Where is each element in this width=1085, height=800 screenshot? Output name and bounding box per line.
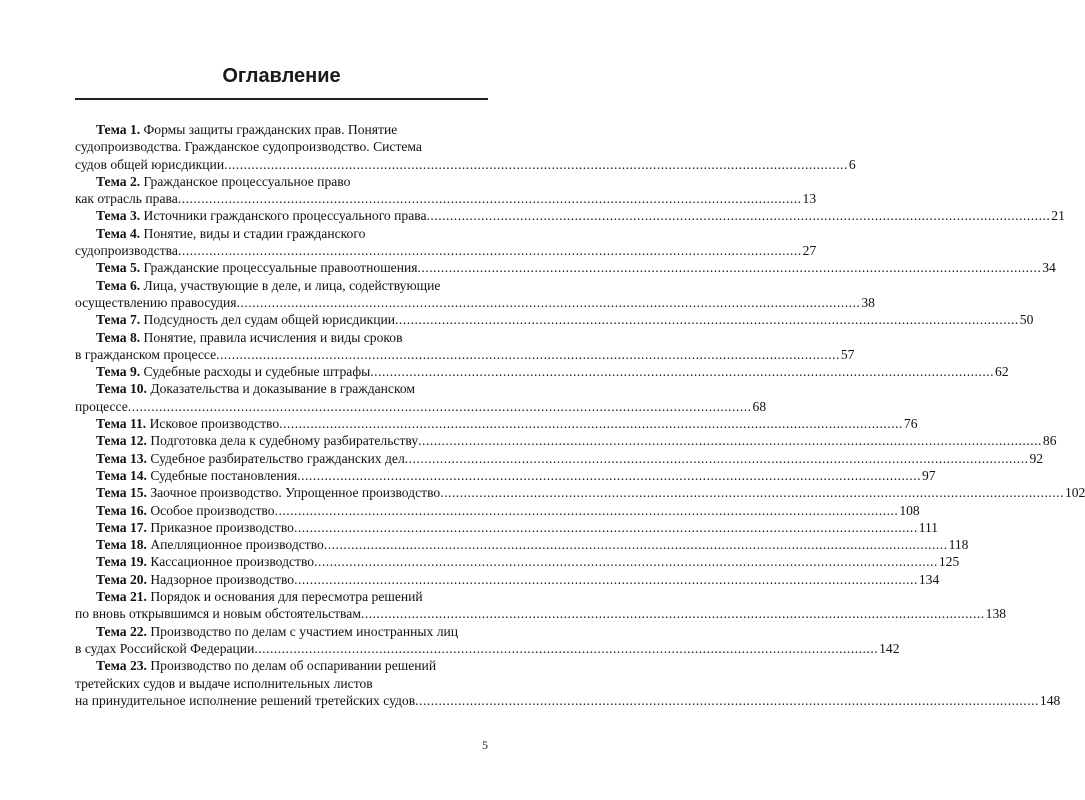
page-ref: 38 [861, 294, 875, 310]
dot-leader: ................................................................................................................................................................ [360, 606, 985, 622]
topic-title-line [96, 484, 440, 501]
toc-entry[interactable] [75, 277, 875, 312]
topic-title-line [96, 415, 279, 432]
topic-title-line: Лица, участвующие в деле, и лица, содействующие [143, 277, 441, 293]
topic-title-line [75, 692, 415, 709]
topic-number: Тема 7. [96, 312, 141, 328]
topic-title-text: Заочное производство. Упрощенное производство [150, 485, 441, 501]
topic-title-text: в судах Российской Федерации [75, 640, 255, 656]
page-ref: 97 [921, 467, 936, 483]
toc-entry[interactable] [75, 571, 940, 588]
toc-entry[interactable] [75, 536, 969, 553]
topic-number: Тема 1. [96, 122, 141, 137]
toc-entry[interactable] [75, 311, 1034, 328]
toc-entry[interactable] [75, 502, 920, 519]
topic-title-line [75, 605, 361, 622]
topic-number: Тема 5. [96, 260, 141, 276]
toc-entry[interactable] [75, 173, 817, 208]
topic-title-line: Порядок и основания для пересмотра решений [150, 589, 423, 605]
page-ref: 134 [918, 571, 940, 587]
page-ref: 50 [1019, 312, 1034, 328]
dot-leader: ................................................................................................................................................................ [224, 156, 848, 172]
page-number: 5 [482, 738, 488, 752]
topic-number: Тема 19. [96, 554, 147, 570]
topic-title-line [75, 640, 254, 657]
topic-number: Тема 9. [96, 364, 141, 380]
page-ref: 68 [752, 398, 767, 414]
page-ref: 86 [1042, 433, 1057, 449]
toc-entry[interactable] [75, 121, 856, 173]
topic-title-text: судопроизводства [75, 243, 178, 259]
topic-title-line: Формы защиты гражданских прав. Понятие [143, 122, 398, 137]
topic-title-line [96, 450, 405, 467]
dot-leader: ................................................................................................................................................................ [370, 364, 995, 380]
toc-entry[interactable] [75, 519, 939, 536]
toc-entry[interactable] [75, 588, 1007, 623]
toc-entry[interactable] [75, 432, 1057, 449]
toc-entry[interactable] [75, 207, 1065, 224]
page-ref: 125 [938, 554, 960, 570]
page-ref: 111 [918, 519, 939, 535]
dot-leader: ................................................................................................................................................................ [177, 243, 802, 259]
toc-entry[interactable] [75, 657, 1061, 709]
topic-title-line [75, 190, 178, 207]
topic-title-text: Надзорное производство [150, 571, 295, 587]
topic-title-line [96, 363, 370, 380]
topic-number: Тема 3. [96, 208, 141, 224]
topic-title-text: на принудительное исполнение решений третейских судов [75, 692, 416, 708]
topic-number: Тема 11. [96, 416, 147, 432]
dot-leader: ................................................................................................................................................................ [404, 450, 1029, 466]
page-ref: 148 [1039, 692, 1061, 708]
topic-title-line [96, 571, 294, 588]
topic-title-line [96, 502, 275, 519]
page-ref: 57 [840, 346, 855, 362]
topic-number: Тема 20. [96, 571, 147, 587]
topic-title-line [75, 346, 216, 363]
dot-leader: ................................................................................................................................................................ [440, 485, 1064, 501]
topic-title-text: осуществлению правосудия [75, 294, 237, 310]
dot-leader: ................................................................................................................................................................ [293, 519, 918, 535]
topic-title-line [96, 311, 395, 328]
topic-title-text: Гражданские процессуальные правоотношения [143, 260, 418, 276]
topic-title-line: третейских судов и выдаче исполнительных листов [75, 675, 373, 691]
topic-title-line [75, 242, 178, 259]
topic-number: Тема 10. [96, 381, 147, 397]
page-ref: 102 [1064, 485, 1085, 501]
topic-title-line [96, 536, 324, 553]
topic-title-text: Приказное производство [150, 519, 294, 535]
toc-entry[interactable] [75, 484, 1085, 501]
dot-leader: ................................................................................................................................................................ [274, 502, 899, 518]
page-ref: 138 [985, 606, 1007, 622]
topic-title-text: процессе [75, 398, 128, 414]
page-ref: 108 [899, 502, 920, 518]
topic-title-line: Понятие, виды и стадии гражданского [143, 225, 366, 241]
topic-title-line [96, 432, 418, 449]
dot-leader: ................................................................................................................................................................ [395, 312, 1019, 328]
topic-number: Тема 23. [96, 658, 147, 674]
topic-number: Тема 8. [96, 329, 141, 345]
toc-entry[interactable] [75, 553, 960, 570]
topic-number: Тема 15. [96, 485, 147, 501]
topic-title-text: Кассационное производство [150, 554, 315, 570]
topic-title-text: Исковое производство [149, 416, 280, 432]
topic-title-text: как отрасль права [75, 191, 178, 207]
dot-leader: ................................................................................................................................................................ [177, 191, 802, 207]
topic-number: Тема 17. [96, 519, 147, 535]
page-title: Оглавление [222, 65, 341, 87]
topic-title-line: Производство по делам об оспаривании решений [150, 658, 437, 674]
topic-title-text: Судебные расходы и судебные штрафы [143, 364, 371, 380]
topic-title-line: судопроизводства. Гражданское судопроизводство. Система [75, 139, 422, 155]
topic-title-text: Особое производство [150, 502, 275, 518]
toc-entry[interactable] [75, 467, 936, 484]
topic-title-line [96, 553, 314, 570]
topic-title-text: Подготовка дела к судебному разбирательству [150, 433, 419, 449]
toc-entry[interactable] [75, 363, 1009, 380]
topic-number: Тема 2. [96, 173, 141, 189]
topic-title-line [96, 259, 418, 276]
dot-leader: ................................................................................................................................................................ [297, 467, 921, 483]
dot-leader: ................................................................................................................................................................ [426, 208, 1051, 224]
dot-leader: ................................................................................................................................................................ [417, 260, 1042, 276]
topic-number: Тема 6. [96, 277, 141, 293]
topic-number: Тема 21. [96, 589, 147, 605]
page-ref: 142 [879, 640, 900, 656]
dot-leader: ................................................................................................................................................................ [415, 692, 1039, 708]
page-ref: 6 [848, 156, 856, 172]
toc-entry[interactable] [75, 329, 855, 364]
dot-leader: ................................................................................................................................................................ [418, 433, 1042, 449]
topic-title-line [75, 398, 128, 415]
page-ref: 34 [1042, 260, 1056, 276]
topic-title-line [75, 156, 224, 173]
page-ref: 27 [802, 243, 817, 259]
topic-title-text: Судебное разбирательство гражданских дел [150, 450, 405, 466]
topic-title-line [96, 207, 427, 224]
toc-entry[interactable] [75, 415, 918, 432]
table-of-contents [75, 121, 1085, 709]
page-ref: 21 [1051, 208, 1065, 224]
page-ref: 13 [802, 191, 817, 207]
topic-title-line [75, 294, 237, 311]
topic-number: Тема 14. [96, 467, 147, 483]
topic-title-text: Подсудность дел судам общей юрисдикции [143, 312, 396, 328]
topic-title-line [96, 467, 297, 484]
dot-leader: ................................................................................................................................................................ [254, 640, 879, 656]
dot-leader: ................................................................................................................................................................ [236, 294, 861, 310]
page-ref: 62 [995, 364, 1009, 380]
topic-title-line [96, 519, 294, 536]
dot-leader: ................................................................................................................................................................ [314, 554, 938, 570]
topic-title-line: Производство по делам с участием иностранных лиц [150, 623, 459, 639]
topic-number: Тема 16. [96, 502, 147, 518]
topic-title-text: Источники гражданского процессуального права [143, 208, 427, 224]
toc-entry[interactable] [75, 225, 817, 260]
topic-number: Тема 13. [96, 450, 147, 466]
title-underline [75, 98, 488, 100]
toc-entry[interactable] [75, 380, 767, 415]
dot-leader: ................................................................................................................................................................ [279, 416, 903, 432]
topic-title-text: в гражданском процессе [75, 346, 217, 362]
topic-title-line: Доказательства и доказывание в гражданском [150, 381, 416, 397]
topic-number: Тема 18. [96, 537, 147, 553]
page-ref: 92 [1029, 450, 1044, 466]
topic-title-text: судов общей юрисдикции [75, 156, 225, 172]
topic-title-line: Гражданское процессуальное право [143, 173, 351, 189]
dot-leader: ................................................................................................................................................................ [127, 398, 752, 414]
toc-entry[interactable] [75, 259, 1056, 276]
page-ref: 118 [948, 537, 969, 553]
toc-entry[interactable] [75, 450, 1044, 467]
dot-leader: ................................................................................................................................................................ [323, 537, 948, 553]
dot-leader: ................................................................................................................................................................ [294, 571, 918, 587]
topic-title-line: Понятие, правила исчисления и виды сроков [143, 329, 403, 345]
topic-number: Тема 22. [96, 623, 147, 639]
toc-entry[interactable] [75, 623, 900, 658]
topic-title-text: Судебные постановления [150, 467, 298, 483]
topic-title-text: по вновь открывшимся и новым обстоятельствам [75, 606, 361, 622]
topic-title-text: Апелляционное производство [150, 537, 324, 553]
page-ref: 76 [903, 416, 918, 432]
dot-leader: ................................................................................................................................................................ [216, 346, 840, 362]
topic-number: Тема 12. [96, 433, 147, 449]
topic-number: Тема 4. [96, 225, 141, 241]
